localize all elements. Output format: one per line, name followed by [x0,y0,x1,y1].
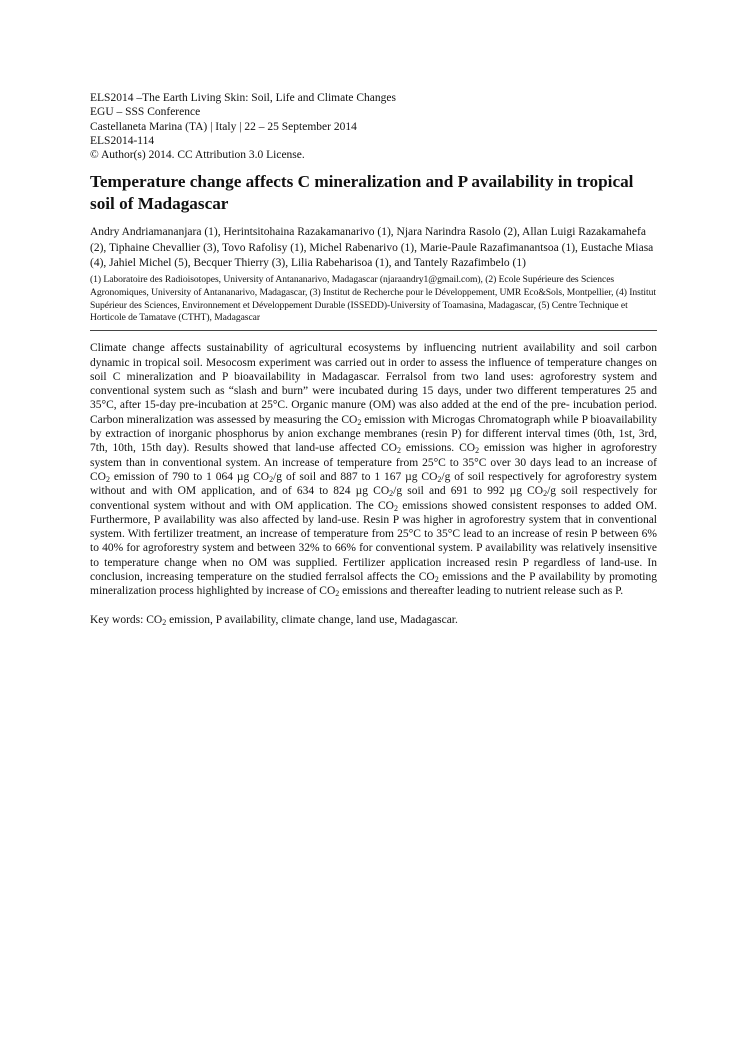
keywords-lead: Key words: CO [90,613,163,626]
abstract-text: emissions and thereafter leading to nutrient release such as P. [339,585,624,598]
co2-subscript: 2 [397,446,401,456]
conference-location: Castellaneta Marina (TA) | Italy | 22 – 25 September 2014 [90,120,357,133]
abstract-text: emissions. CO [401,442,476,455]
co2-subscript: 2 [475,446,480,456]
abstract-text: /g of soil respectively for agroforestry system without and with OM application, and of 634 to 824 µg CO [90,470,657,498]
co2-subscript: 2 [357,417,362,427]
co2-subscript: 2 [335,589,340,599]
co2-subscript: 2 [269,474,274,484]
conference-name: ELS2014 –The Earth Living Skin: Soil, Life and Climate Changes [90,92,396,104]
abstract-text: /g soil and 691 to 992 µg CO [393,485,544,498]
keywords-line [90,613,657,627]
conference-header [90,91,657,162]
conference-organizer: EGU – SSS Conference [90,106,201,119]
abstract-text: /g of soil and 887 to 1 167 µg CO [273,470,438,483]
co2-subscript: 2 [543,489,548,499]
co2-subscript: 2 [434,575,439,585]
co2-subscript: 2 [437,474,442,484]
divider-rule [90,330,657,331]
abstract-text: emission with Microgas Chromatograph while P bioavailability by extraction of inorganic phosphorus by anion exchange membranes (resin P) for different interval times (0th, 1st, 3rd, 7th, 10th, 15th day). Results showed that land-use affected CO [90,413,657,455]
abstract-page [90,91,657,627]
abstract-body [90,341,657,598]
co2-subscript: 2 [105,474,110,484]
author-list: Andry Andriamananjara (1), Herintsitohaina Razakamanarivo (1), Njara Narindra Rasolo (2), Allan Luigi Razakamahefa (2), Tiphaine Chevallier (3), Tovo Rafolisy (1), Michel Rabenarivo (1), Marie-Paule Razafimanantsoa (1), Eustache Miasa (4), Jahiel Michel (5), Becquer Thierry (3), Lilia Rabeharisoa (1), and Tantely Razafimbelo (1) [90,226,654,269]
paper-title: Temperature change affects C mineralization and P availability in tropical soil of Madagascar [90,172,634,214]
keywords-rest: emission, P availability, climate change, land use, Madagascar. [166,613,458,626]
abstract-text: emissions and the P availability by promoting mineralization process highlighted by increase of CO [90,571,657,598]
co2-subscript: 2 [162,617,167,627]
co2-subscript: 2 [389,489,394,499]
abstract-text: emission was higher in agroforestry system than in conventional system. An increase of temperature from 25°C to 35°C over 30 days lead to an increase of CO [90,442,658,483]
license-line: © Author(s) 2014. CC Attribution 3.0 License. [90,149,305,162]
affiliation-list: (1) Laboratoire des Radioisotopes, University of Antananarivo, Madagascar (njaraandry1@gmail.com), (2) Ecole Supérieure des Sciences Agronomiques, University of Antananarivo, Madagascar, (3) Institut de Recherche pour le Développement, UMR Eco&Sols, Montpellier, (4) Institut Supérieur des Sciences, Environnement et Développement Durable (ISSEDD)-University of Toamasina, Madagascar, (5) Centre Technique et Horticole de Tamatave (CTHT), Madagascar [90,274,657,324]
abstract-text: emission of 790 to 1 064 µg CO [109,470,270,483]
abstract-text: Climate change affects sustainability of agricultural ecosystems by influencing nutrient availability and soil carbon dynamic in tropical soil. Mesocosm experiment was carried out in order to assess the influence of temperature changes on soil C mineralization and P bioavailability in Madagascar. Ferralsol from two land uses: agroforestry system and conventional system such as “slash and burn” were incubated during 15 days, under two different temperatures 25 and 35°C, after 15-day pre-incubation at 25°C. Organic manure (OM) was also added at the end of the pre- incubation period. Carbon mineralization was assessed by measuring the CO [90,342,657,426]
abstract-text: /g soil respectively for conventional system without and with OM application. The CO [90,485,657,512]
abstract-id: ELS2014-114 [90,134,155,147]
abstract-text: emissions showed consistent responses to added OM. Furthermore, P availability was also affected by land-use. Resin P was higher in agroforestry system that in conventional system. With fertilizer treatment, an increase of temperature from 25°C to 35°C lead to an increase of resin P between 6% to 40% for agroforestry system and between 32% to 66% for conventional system. P availability was relatively insensitive to temperature change when no OM was supplied. Fertilizer application increased resin P regardless of land-use. In conclusion, increasing temperature on the studied ferralsol affects the CO [90,499,657,584]
co2-subscript: 2 [393,503,398,513]
